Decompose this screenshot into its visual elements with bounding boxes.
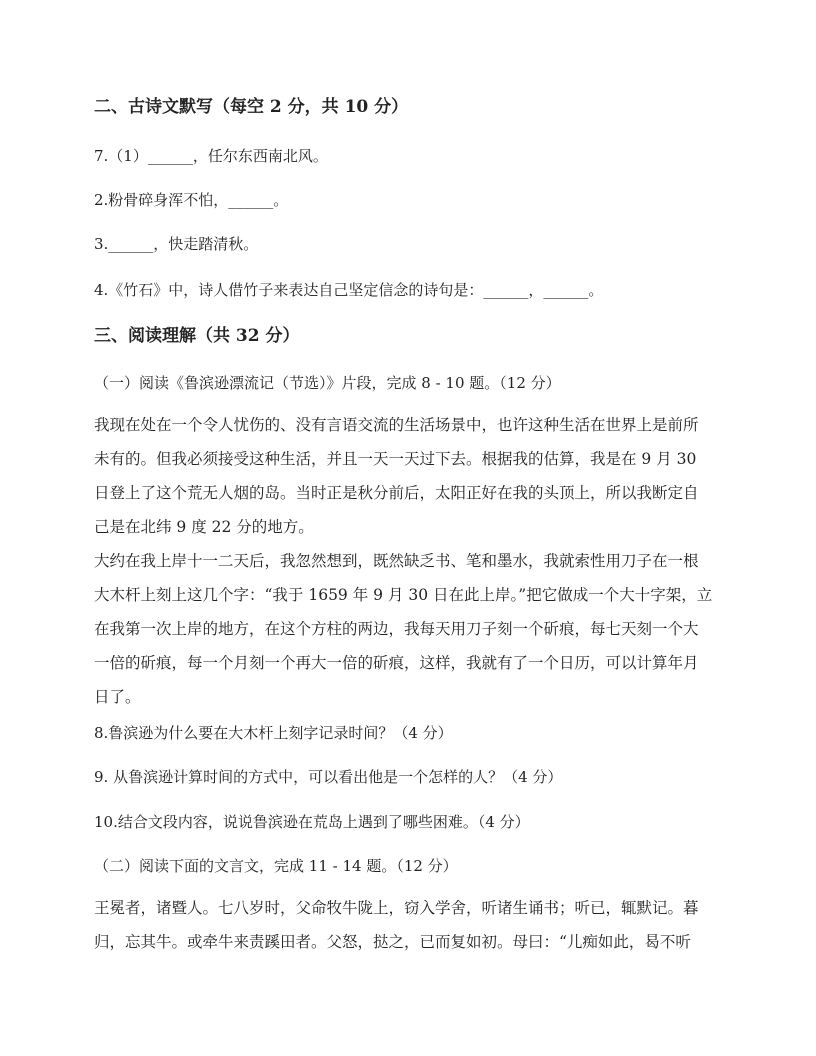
passage-1-line: 日登上了这个荒无人烟的岛。当时正是秋分前后，太阳正好在我的头顶上，所以我断定自: [94, 484, 699, 502]
passage-1-line: 未有的。但我必须接受这种生活，并且一天一天过下去。根据我的估算，我是在 9 月 30: [94, 450, 697, 468]
passage-2: [94, 544, 722, 714]
question-7-4: 4.《竹石》中，诗人借竹子来表达自己坚定信念的诗句是：______，______。: [94, 281, 604, 299]
section-2-heading: 二、古诗文默写（每空 2 分，共 10 分）: [94, 97, 409, 117]
passage-3: [94, 891, 722, 959]
part-1-intro: （一）阅读《鲁滨逊漂流记（节选）》片段，完成 8 - 10 题。（12 分）: [94, 374, 561, 392]
question-9: 9. 从鲁滨逊计算时间的方式中，可以看出他是一个怎样的人？（4 分）: [94, 768, 563, 786]
passage-1-line: 己是在北纬 9 度 22 分的地方。: [94, 518, 314, 536]
passage-2-line: 大约在我上岸十一二天后，我忽然想到，既然缺乏书、笔和墨水，我就索性用刀子在一根: [94, 552, 699, 570]
passage-2-line: 在我第一次上岸的地方，在这个方柱的两边，我每天用刀子刻一个斫痕，每七天刻一个大: [94, 620, 699, 638]
question-7-3: 3.______，快走踏清秋。: [94, 235, 259, 253]
passage-2-line: 大木杆上刻上这几个字：“我于 1659 年 9 月 30 日在此上岸。”把它做成一个大十字架，立: [94, 586, 713, 604]
passage-1: [94, 408, 722, 544]
passage-2-line: 一倍的斫痕，每一个月刻一个再大一倍的斫痕，这样，我就有了一个日历，可以计算年月: [94, 654, 699, 672]
part-2-intro: （二）阅读下面的文言文，完成 11 - 14 题。（12 分）: [94, 857, 458, 875]
section-3-heading: 三、阅读理解（共 32 分）: [94, 326, 300, 346]
passage-1-line: 我现在处在一个令人忧伤的、没有言语交流的生活场景中，也许这种生活在世界上是前所: [94, 416, 699, 434]
question-10: 10.结合文段内容，说说鲁滨逊在荒岛上遇到了哪些困难。（4 分）: [94, 813, 530, 831]
question-7-1: 7.（1）______，任尔东西南北风。: [94, 147, 328, 165]
passage-2-line: 日了。: [94, 688, 141, 706]
question-7-2: 2.粉骨碎身浑不怕，______。: [94, 191, 289, 209]
passage-3-line: 王冕者，诸暨人。七八岁时，父命牧牛陇上，窃入学舍，听诸生诵书；听已，辄默记。暮: [94, 899, 699, 917]
passage-3-line: 归，忘其牛。或牵牛来责蹊田者。父怒，挞之，已而复如初。母曰：“儿痴如此，曷不听: [94, 933, 691, 951]
question-8: 8.鲁滨逊为什么要在大木杆上刻字记录时间？（4 分）: [94, 724, 453, 742]
